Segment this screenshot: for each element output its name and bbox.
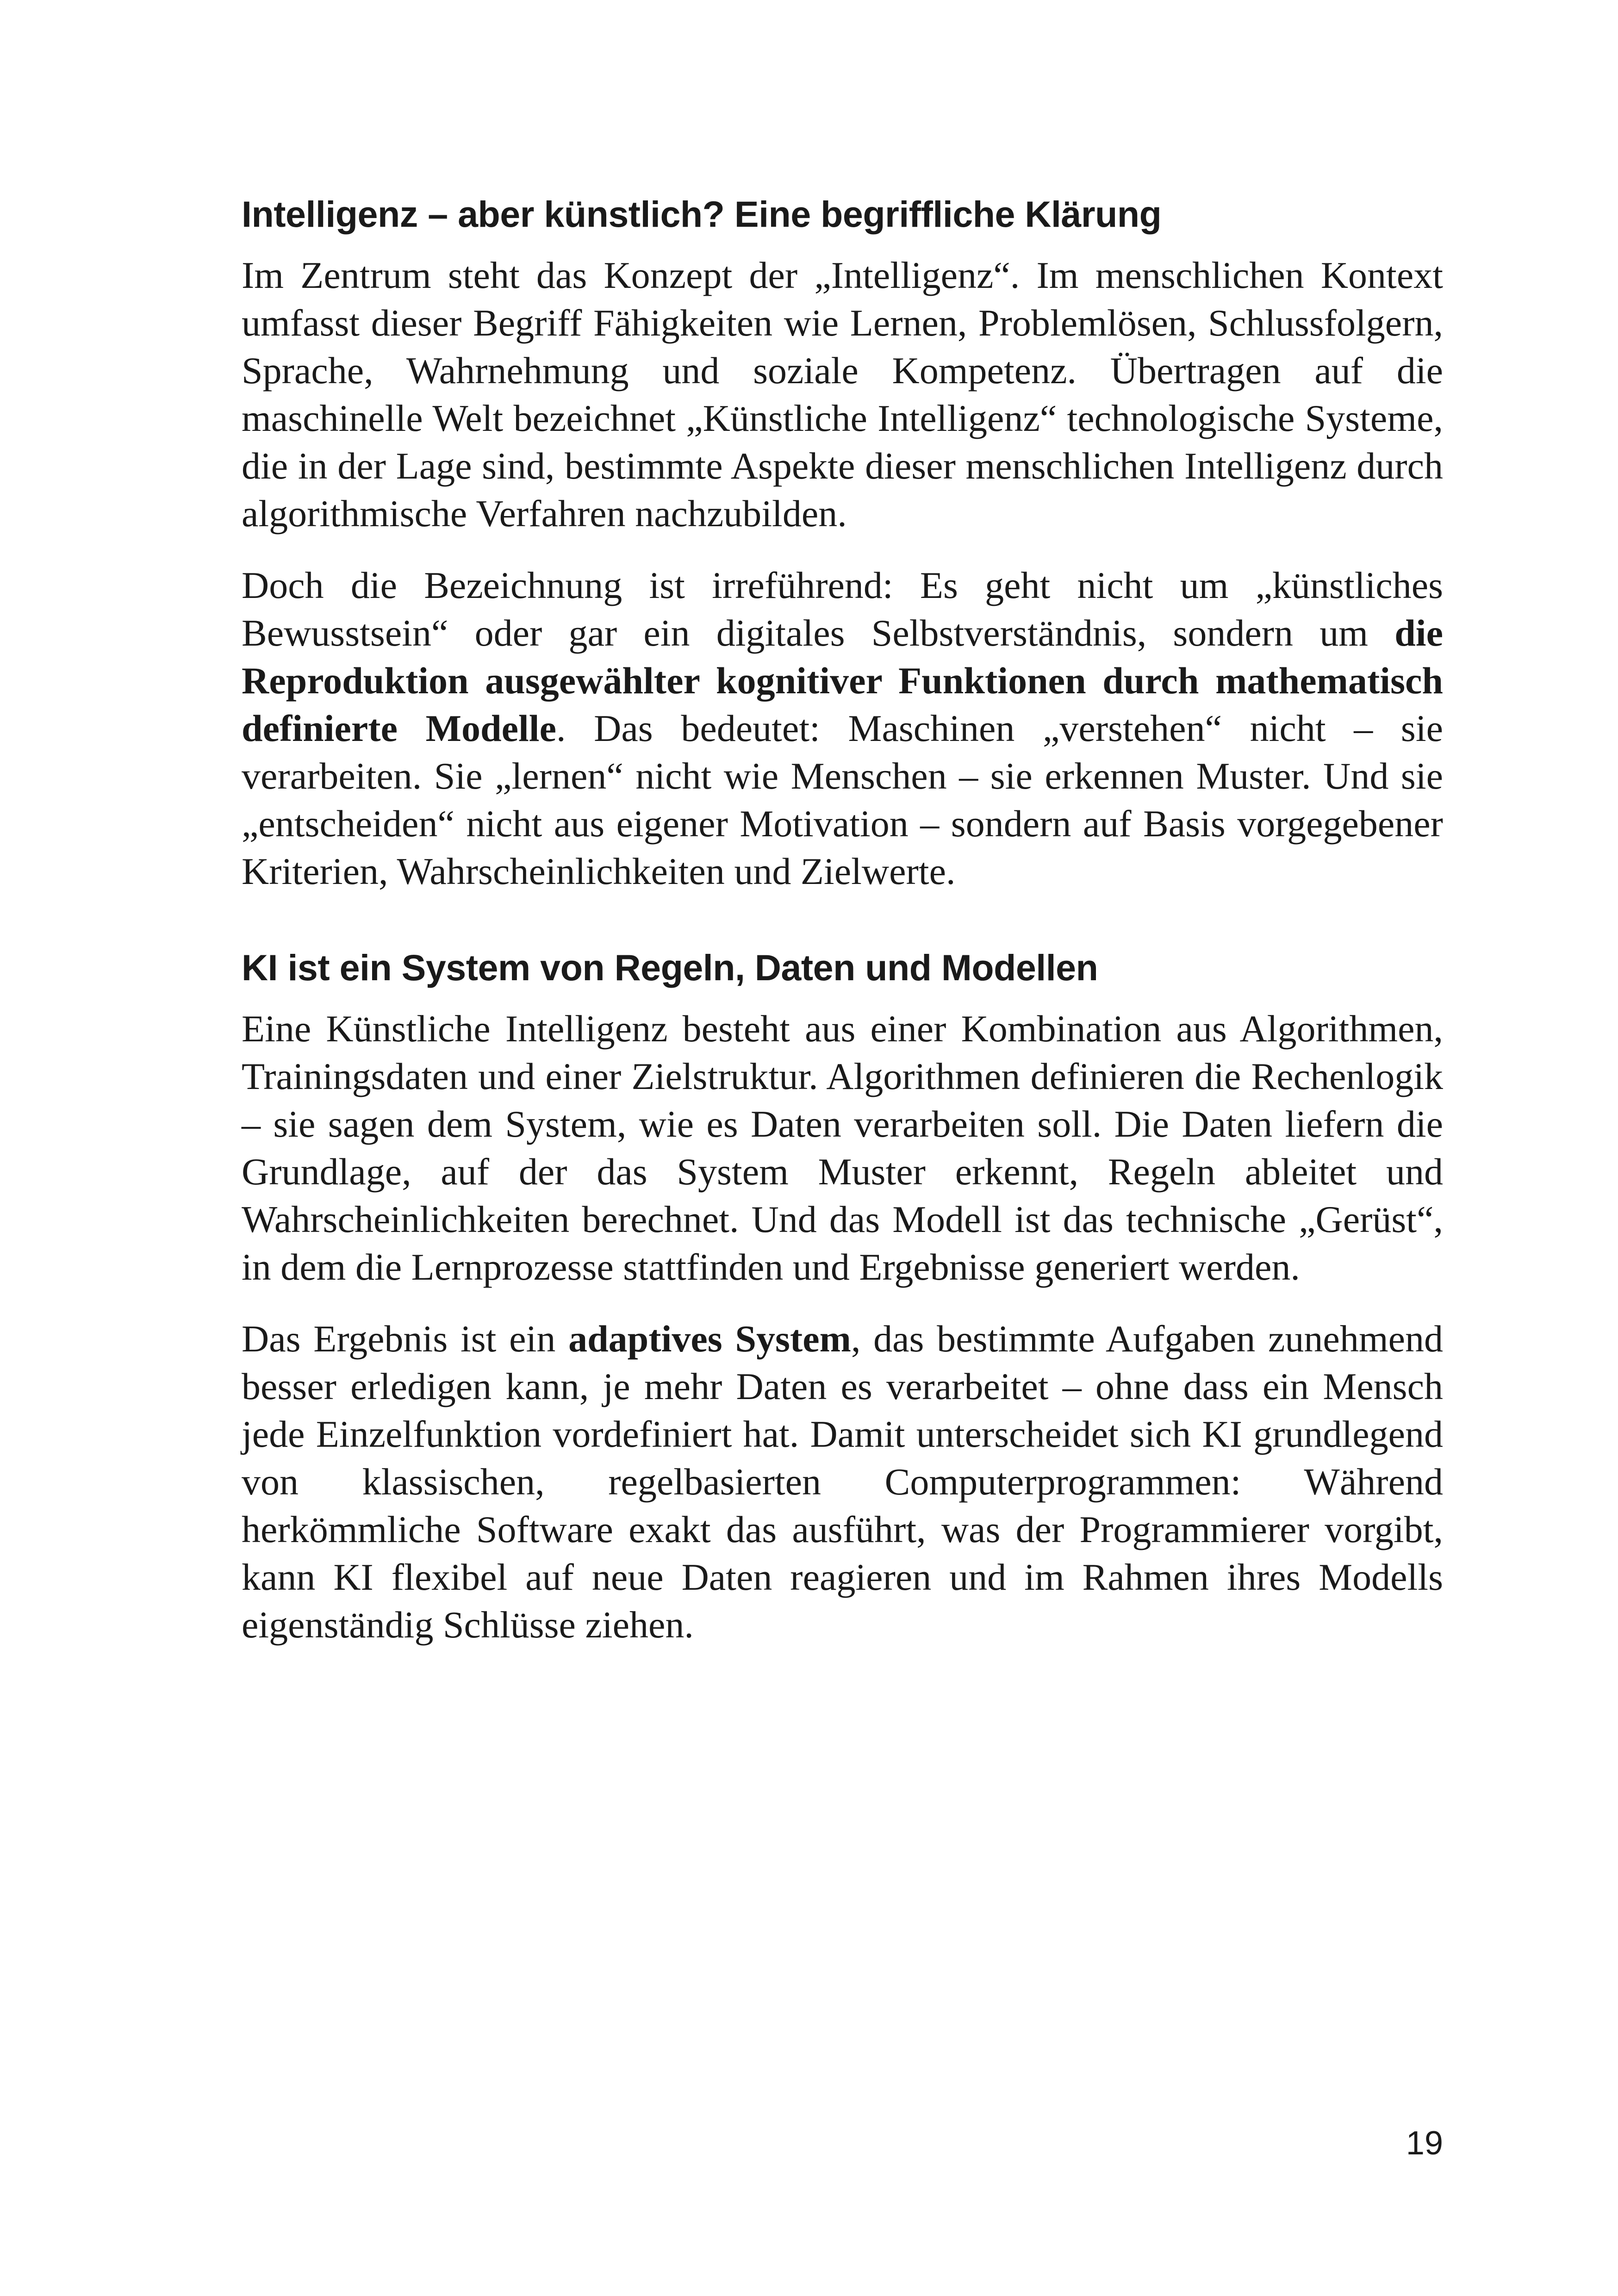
paragraph-text-start: Doch die Bezeichnung ist irreführend: Es geht nicht um „künstliches Bewusstsein“ oder gar ein digitales Selbstverständnis, sondern um bbox=[242, 564, 1443, 654]
paragraph-irrefuehrende-bezeichnung bbox=[242, 561, 1443, 895]
section-heading-system: KI ist ein System von Regeln, Daten und Modellen bbox=[242, 946, 1098, 988]
paragraph-text-end: , das bestimmte Aufgaben zunehmend besser erledigen kann, je mehr Daten es verarbeitet – ohne dass ein Mensch jede Einzelfunktion vordefiniert hat. Damit unterscheidet sich KI grundlegend von klassischen, regelbasierten Computerprogrammen: Während herkömmliche Software exakt das ausführt, was der Programmierer vorgibt, kann KI flexibel auf neue Daten reagieren und im Rahmen ihres Modells eigenständig Schlüsse ziehen. bbox=[242, 1317, 1443, 1646]
paragraph-text-end: . Das bedeutet: Maschinen „verstehen“ nicht – sie verarbeiten. Sie „lernen“ nicht wie Menschen – sie erkennen Muster. Und sie „entscheiden“ nicht aus eigener Motivation – sondern auf Basis vorgegebener Kriterien, Wahrscheinlichkeiten und Zielwerte. bbox=[242, 707, 1444, 892]
section-heading-intelligenz: Intelligenz – aber künstlich? Eine begriffliche Klärung bbox=[242, 193, 1162, 235]
page-content bbox=[242, 193, 1443, 1673]
paragraph-intelligenz-definition: Im Zentrum steht das Konzept der „Intelligenz“. Im menschlichen Kontext umfasst dieser Begriff Fähigkeiten wie Lernen, Problemlösen, Schlussfolgern, Sprache, Wahrnehmung und soziale Kompetenz. Übertragen auf die maschinelle Welt bezeichnet „Künstliche Intelligenz“ technologische Systeme, die in der Lage sind, bestimmte Aspekte dieser menschlichen Intelligenz durch algorithmische Verfahren nachzubilden. bbox=[242, 254, 1443, 535]
bold-emphasis-reproduktion: die Reproduktion ausgewählter kognitiver Funktionen durch mathematisch definierte Modelle bbox=[242, 611, 1443, 749]
paragraph-adaptives-system bbox=[242, 1315, 1443, 1649]
paragraph-text-start: Das Ergebnis ist ein bbox=[242, 1317, 569, 1360]
bold-emphasis-adaptives-system: adaptives System bbox=[568, 1317, 851, 1360]
paragraph-ki-bestandteile: Eine Künstliche Intelligenz besteht aus einer Kombination aus Algorithmen, Trainingsdaten und einer Zielstruktur. Algorithmen definieren die Rechenlogik – sie sagen dem System, wie es Daten verarbeiten soll. Die Daten liefern die Grundlage, auf der das System Muster erkennt, Regeln ableitet und Wahrscheinlichkeiten berechnet. Und das Modell ist das technische „Gerüst“, in dem die Lernprozesse stattfinden und Ergebnisse generiert werden. bbox=[242, 1007, 1443, 1288]
page-number: 19 bbox=[1406, 2125, 1443, 2162]
